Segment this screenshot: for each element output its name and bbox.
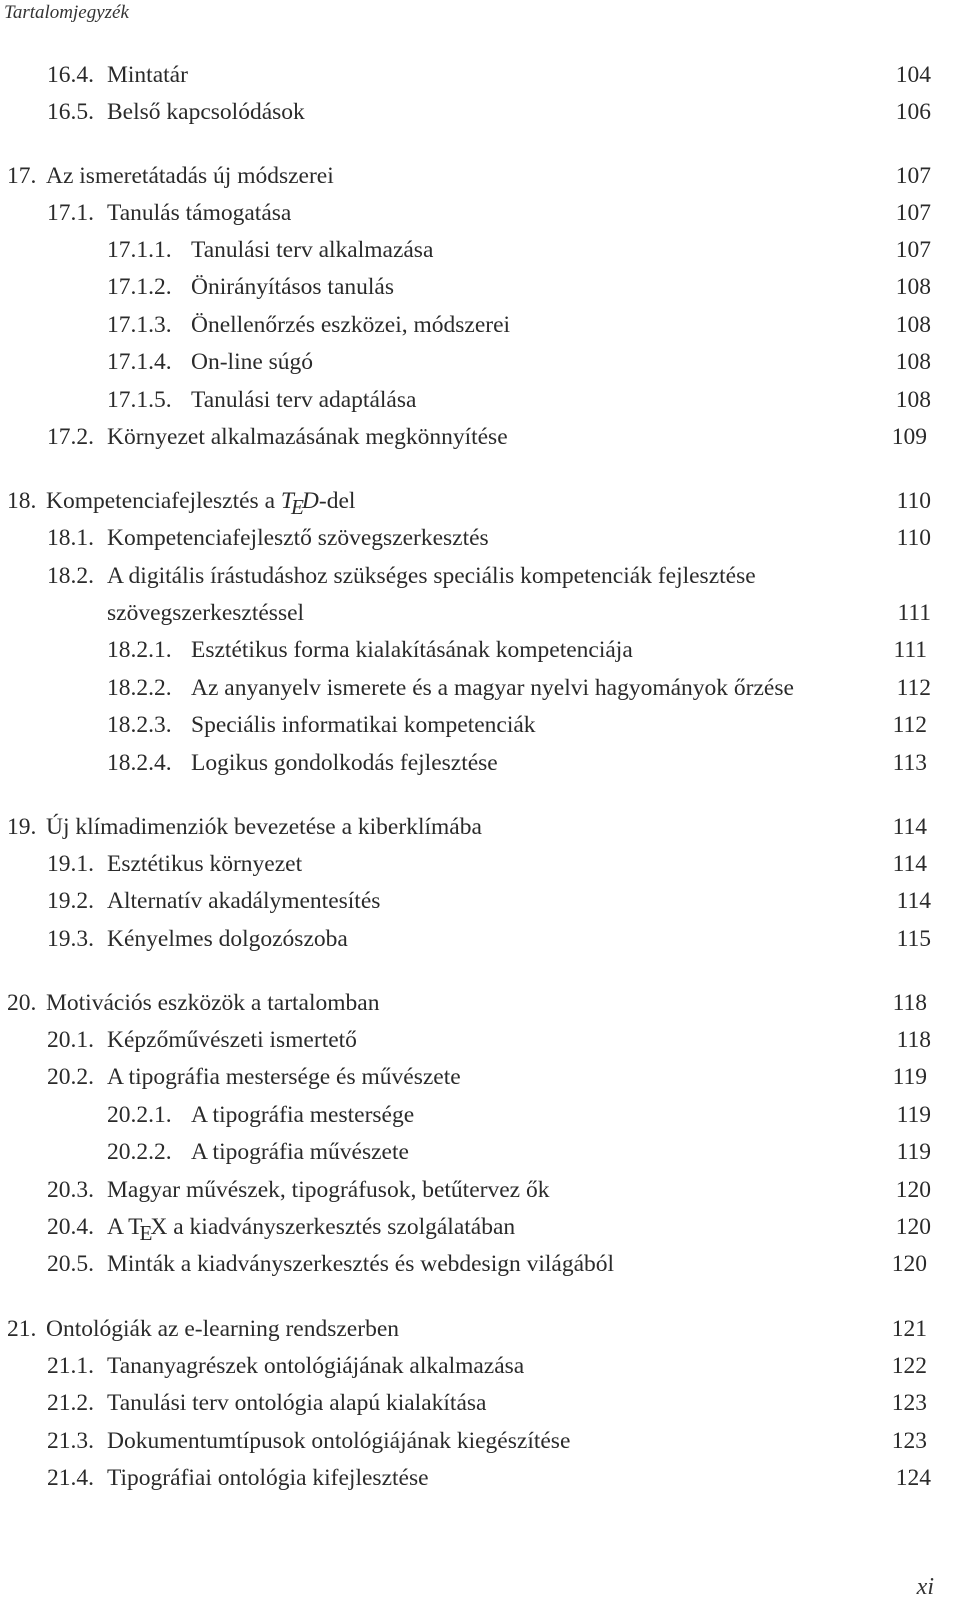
- toc-entry-title: Belső kapcsolódások: [107, 99, 305, 125]
- toc-entry-number: 21.4.: [47, 1465, 94, 1491]
- toc-entry-number: 21.3.: [47, 1428, 94, 1454]
- toc-entry-title: Az ismeretátadás új módszerei: [46, 163, 334, 189]
- toc-entry-page: 114: [892, 814, 927, 840]
- toc-entry-page: 110: [896, 525, 931, 551]
- toc-entry-page: 108: [895, 349, 931, 375]
- toc-entry-number: 17.2.: [47, 424, 94, 450]
- toc-entry-title: Magyar művészek, tipográfusok, betűtervez ők: [107, 1177, 550, 1203]
- toc-entry-title: szövegszerkesztéssel: [107, 600, 305, 626]
- toc-entry: [0, 232, 960, 268]
- toc-entry-number: 17.: [7, 163, 37, 189]
- toc-entry-page: 107: [895, 163, 931, 189]
- toc-entry: [0, 158, 960, 194]
- toc-entry-title: Tipográfiai ontológia kifejlesztése: [107, 1465, 429, 1491]
- toc-entry-title: A TEX a kiadványszerkesztés szolgálatában: [107, 1214, 516, 1245]
- toc-entry-page: 112: [896, 675, 931, 701]
- running-head: Tartalomjegyzék: [4, 2, 129, 23]
- toc-entry-page: 123: [891, 1390, 927, 1416]
- toc-entry: [0, 1246, 960, 1282]
- toc-entry-page: 114: [892, 851, 927, 877]
- toc-entry-page: 107: [895, 200, 931, 226]
- toc-entry-title: Képzőművészeti ismertető: [107, 1027, 357, 1053]
- toc-entry-title: A tipográfia mestersége és művészete: [107, 1064, 461, 1090]
- toc-entry-page: 118: [896, 1027, 931, 1053]
- toc-entry-number: 20.: [7, 990, 37, 1016]
- toc-entry-title: Önellenőrzés eszközei, módszerei: [191, 312, 511, 338]
- toc-entry-page: 122: [891, 1353, 927, 1379]
- toc-entry-page: 120: [895, 1177, 931, 1203]
- toc-entry-title: Új klímadimenziók bevezetése a kiberklímába: [46, 814, 482, 840]
- toc-entry-page: 123: [891, 1428, 927, 1454]
- toc-entry-page: 120: [895, 1214, 931, 1240]
- toc-entry-page: 119: [892, 1064, 927, 1090]
- toc-entry: [0, 1209, 960, 1245]
- toc-entry-page: 110: [896, 488, 931, 514]
- toc-entry: [0, 595, 960, 631]
- toc-entry-number: 18.2.4.: [107, 750, 172, 776]
- toc-entry: [0, 1134, 960, 1170]
- toc-entry-title: Mintatár: [107, 62, 188, 88]
- toc-entry: [0, 809, 960, 845]
- toc-entry-number: 19.: [7, 814, 37, 840]
- toc-entry-number: 19.2.: [47, 888, 94, 914]
- toc-entry: [0, 745, 960, 781]
- toc-entry-number: 18.1.: [47, 525, 94, 551]
- toc-entry: [0, 921, 960, 957]
- toc-entry-title: Minták a kiadványszerkesztés és webdesign világából: [107, 1251, 615, 1277]
- toc-entry-page: 111: [897, 600, 931, 626]
- toc-entry-number: 17.1.: [47, 200, 94, 226]
- toc-entry-number: 17.1.2.: [107, 274, 172, 300]
- toc-entry-title: Tanulási terv adaptálása: [191, 387, 417, 413]
- toc-entry-title: Kényelmes dolgozószoba: [107, 926, 348, 952]
- toc-entry-page: 108: [895, 387, 931, 413]
- toc-entry-title: Speciális informatikai kompetenciák: [191, 712, 536, 738]
- toc-entry: [0, 1348, 960, 1384]
- toc-entry-title: Az anyanyelv ismerete és a magyar nyelvi hagyományok őrzése: [191, 675, 794, 701]
- toc-entry-title: Önirányításos tanulás: [191, 274, 394, 300]
- toc-entry-number: 17.1.1.: [107, 237, 172, 263]
- toc-entry-title: Tananyagrészek ontológiájának alkalmazása: [107, 1353, 525, 1379]
- toc-entry-number: 18.2.3.: [107, 712, 172, 738]
- toc-entry-page: 124: [895, 1465, 931, 1491]
- toc-entry: [0, 1385, 960, 1421]
- toc-entry-title: Tanulási terv alkalmazása: [191, 237, 434, 263]
- toc-entry-title: Ontológiák az e-learning rendszerben: [46, 1316, 399, 1342]
- toc-entry: [0, 558, 960, 594]
- toc-entry-number: 18.2.1.: [107, 637, 172, 663]
- toc-entry-page: 119: [896, 1139, 931, 1165]
- toc-entry-page: 118: [892, 990, 927, 1016]
- toc-entry-number: 16.5.: [47, 99, 94, 125]
- toc-entry-title: Tanulási terv ontológia alapú kialakítása: [107, 1390, 487, 1416]
- toc-entry-title: Tanulás támogatása: [107, 200, 292, 226]
- toc-entry-number: 17.1.5.: [107, 387, 172, 413]
- toc-entry: [0, 670, 960, 706]
- toc-entry-number: 20.2.1.: [107, 1102, 172, 1128]
- toc-entry-title: Kompetenciafejlesztés a TED-del: [46, 488, 356, 519]
- toc-entry-page: 108: [895, 274, 931, 300]
- toc-entry: [0, 707, 960, 743]
- toc-entry-title: A tipográfia mestersége: [191, 1102, 415, 1128]
- toc-entry-page: 111: [893, 637, 927, 663]
- toc-entry-page: 104: [895, 62, 931, 88]
- toc-entry-page: 114: [896, 888, 931, 914]
- toc-entry-number: 19.3.: [47, 926, 94, 952]
- toc-entry-number: 19.1.: [47, 851, 94, 877]
- toc-entry: [0, 1097, 960, 1133]
- toc-entry-page: 120: [891, 1251, 927, 1277]
- toc-entry-page: 119: [896, 1102, 931, 1128]
- toc-entry: [0, 1423, 960, 1459]
- toc-entry-number: 20.1.: [47, 1027, 94, 1053]
- toc-entry-number: 18.2.2.: [107, 675, 172, 701]
- toc-entry-title: Alternatív akadálymentesítés: [107, 888, 381, 914]
- toc-entry: [0, 269, 960, 305]
- toc-entry: [0, 1059, 960, 1095]
- toc-entry-title: Logikus gondolkodás fejlesztése: [191, 750, 498, 776]
- toc-entry-number: 21.2.: [47, 1390, 94, 1416]
- toc-entry-page: 121: [891, 1316, 927, 1342]
- toc-entry: [0, 985, 960, 1021]
- toc-entry-page: 108: [895, 312, 931, 338]
- toc-entry-number: 16.4.: [47, 62, 94, 88]
- toc-entry-title: Esztétikus környezet: [107, 851, 303, 877]
- toc-entry: [0, 1311, 960, 1347]
- toc-entry: [0, 520, 960, 556]
- toc-entry-number: 20.4.: [47, 1214, 94, 1240]
- toc-entry-page: 115: [896, 926, 931, 952]
- toc-entry-number: 20.3.: [47, 1177, 94, 1203]
- toc-entry-title: Motivációs eszközök a tartalomban: [46, 990, 380, 1016]
- toc-entry-title: Környezet alkalmazásának megkönnyítése: [107, 424, 508, 450]
- toc-entry: [0, 94, 960, 130]
- toc-entry-number: 21.: [7, 1316, 37, 1342]
- toc-entry-title: Dokumentumtípusok ontológiájának kiegészítése: [107, 1428, 571, 1454]
- toc-entry: [0, 883, 960, 919]
- toc-entry: [0, 419, 960, 455]
- toc-entry: [0, 846, 960, 882]
- toc-entry-number: 17.1.4.: [107, 349, 172, 375]
- toc-entry: [0, 57, 960, 93]
- toc-entry-title: A tipográfia művészete: [191, 1139, 409, 1165]
- toc-entry: [0, 195, 960, 231]
- toc-entry-number: 20.5.: [47, 1251, 94, 1277]
- toc-entry-title: Kompetenciafejlesztő szövegszerkesztés: [107, 525, 489, 551]
- toc-entry-title: On-line súgó: [191, 349, 314, 375]
- toc-entry-number: 18.: [7, 488, 37, 514]
- toc-entry-number: 21.1.: [47, 1353, 94, 1379]
- toc-entry-page: 106: [895, 99, 931, 125]
- toc-entry-title: A digitális írástudáshoz szükséges speciális kompetenciák fejlesztése: [107, 563, 756, 589]
- toc-entry-number: 20.2.: [47, 1064, 94, 1090]
- toc-entry: [0, 382, 960, 418]
- toc-entry-page: 109: [891, 424, 927, 450]
- toc-entry: [0, 307, 960, 343]
- toc-entry: [0, 1022, 960, 1058]
- toc-entry-page: 112: [892, 712, 927, 738]
- toc-entry-number: 17.1.3.: [107, 312, 172, 338]
- toc-entry-title: Esztétikus forma kialakításának kompetenciája: [191, 637, 633, 663]
- page-number: xi: [916, 1574, 934, 1600]
- toc-entry: [0, 483, 960, 519]
- toc-entry: [0, 632, 960, 668]
- toc-entry: [0, 1460, 960, 1496]
- toc-entry-page: 107: [895, 237, 931, 263]
- toc-entry-number: 20.2.2.: [107, 1139, 172, 1165]
- toc-entry: [0, 344, 960, 380]
- toc-entry-page: 113: [892, 750, 927, 776]
- toc-entry: [0, 1172, 960, 1208]
- toc-entry-number: 18.2.: [47, 563, 94, 589]
